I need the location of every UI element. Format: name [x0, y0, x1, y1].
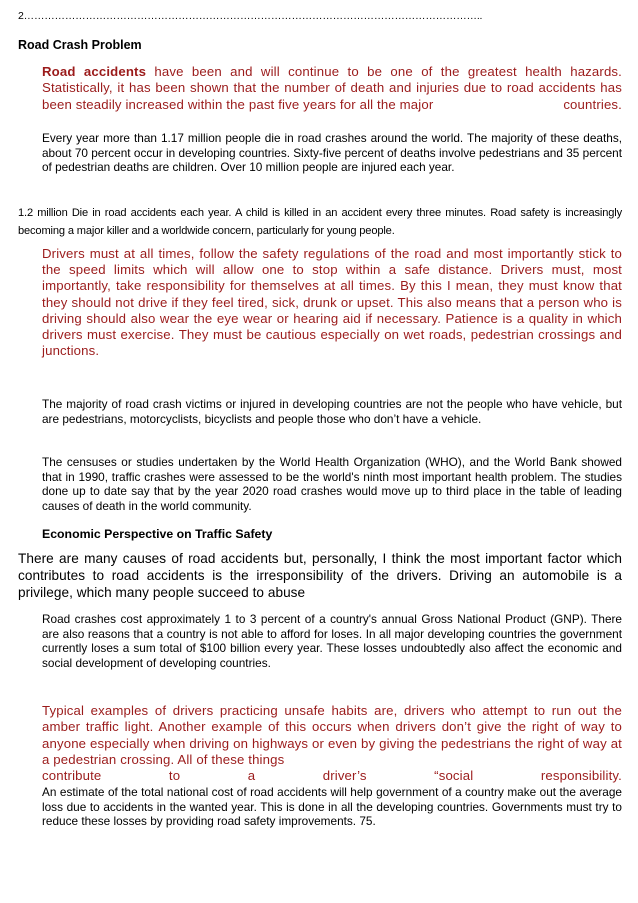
subheading-economic-perspective: Economic Perspective on Traffic Safety [42, 527, 273, 541]
paragraph-gnp-cost: Road crashes cost approximately 1 to 3 percent of a country's annual Gross National Product (GNP). There are also reasons that a country is not able to afford for loses. In all major developing countries the government currently loses a sum total of $100 billion every year. These losses undoubtedly also affect the economic and social development of developing countries. [42, 612, 622, 670]
paragraph-crash-victims: The majority of road crash victims or injured in developing countries are not the people who have vehicle, but are pedestrians, motorcyclists, bicyclists and people those who don’t have a vehicle. [42, 397, 622, 426]
paragraph-road-accidents [42, 64, 622, 113]
paragraph-road-safety-note: 1.2 million Die in road accidents each year. A child is killed in an accident every three minutes. Road safety is increasingly becoming a major killer and a worldwide concern, particularly for young people. [18, 207, 622, 237]
page-number-marker: 2…………………………………………………………………………………………………………………….. [18, 10, 483, 22]
paragraph-unsafe-habits [42, 703, 622, 784]
section-title: Road Crash Problem [18, 38, 142, 52]
paragraph-national-cost: An estimate of the total national cost of road accidents will help government of a country make out the average loss due to accidents in the wanted year. This is done in all the developing countries. Governments must try to reduce these losses by providing road safety improvements. 75. [42, 785, 622, 829]
paragraph-death-statistics: Every year more than 1.17 million people die in road crashes around the world. The majority of these deaths, about 70 percent occur in developing countries. Sixty-five percent of deaths involve pedestrians and 35 percent of pedestrian deaths are children. Over 10 million people are injured each year. [42, 131, 622, 175]
paragraph-last-line: contribute to a driver’s “social responsibility. [42, 768, 622, 784]
paragraph-lead-term: Road accidents [42, 64, 147, 79]
paragraph-causes: There are many causes of road accidents but, personally, I think the most important factor which contributes to road accidents is the irresponsibility of the drivers. Driving an automobile is a privilege, which many people succeed to abuse [18, 551, 622, 600]
paragraph-end-word: countries. [563, 96, 622, 112]
paragraph-driver-responsibility: Drivers must at all times, follow the safety regulations of the road and most importantly stick to the speed limits which will allow one to stop within a safe distance. Drivers must, most importantly, take responsibility for themselves at all times. By this I mean, they must know that they should not drive if they feel tired, sick, drunk or upset. This also means that a person who is driving should also wear the eye wear or hearing aid if necessary. Patience is a quality in which drivers must exercise. They must be cautious especially on wet roads, pedestrian crossings and junctions. [42, 246, 622, 359]
paragraph-who-study: The censuses or studies undertaken by the World Health Organization (WHO), and the World Bank showed that in 1990, traffic crashes were assessed to be the world's ninth most important health problem. The studies done up to date say that by the year 2020 road crashes would move up to third place in the table of leading causes of death in the world community. [42, 455, 622, 513]
paragraph-body: Typical examples of drivers practicing unsafe habits are, drivers who attempt to run out the amber traffic light. Another example of this occurs when drivers don’t give the right of way to anyone especially when driving on highways or even by giving the pedestrians the right of way at a pedestrian crossing. All of these things [42, 703, 622, 767]
paragraph-body: have been and will continue to be one of the greatest health hazards. Statistically, it has been shown that the number of death and injuries due to road accidents has been steadily increased within the past five years for all the major [42, 64, 622, 112]
